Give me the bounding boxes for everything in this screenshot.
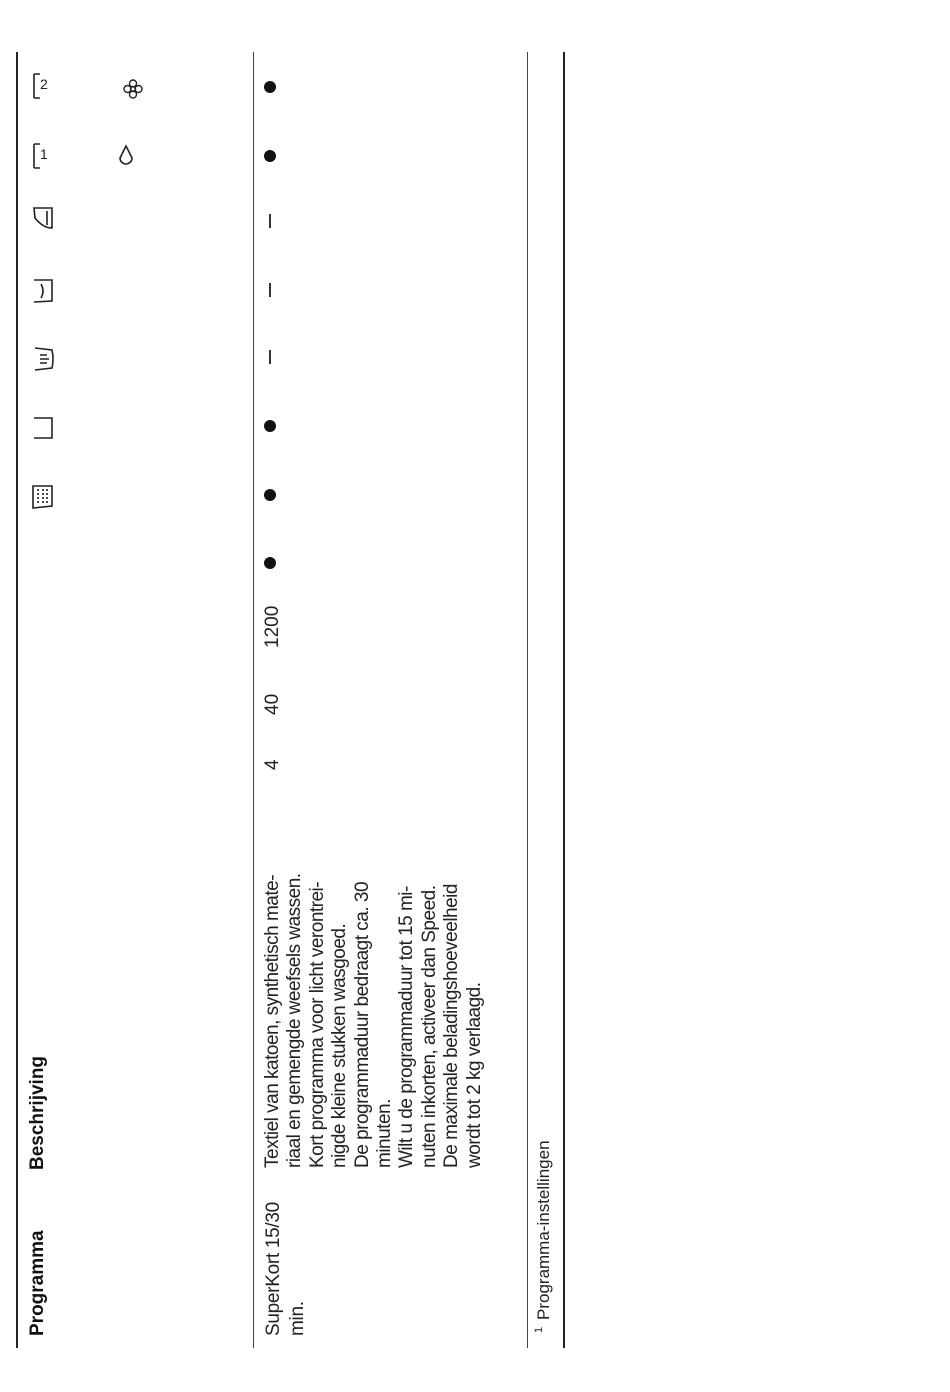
mark-dot: [264, 489, 276, 501]
footnote-marker: 1: [533, 1326, 545, 1333]
svg-text:2: 2: [40, 76, 48, 92]
mark-dash: [269, 214, 271, 228]
wash-tub-fine-icon: [30, 484, 56, 510]
description-line: De programmaduur bedraagt ca. 30: [351, 881, 373, 1168]
spin-value: 1200: [262, 605, 283, 648]
water-drop-icon: [116, 144, 136, 166]
mark-dash: [269, 283, 271, 297]
rule-row-bottom: [527, 52, 528, 1348]
hand-wash-icon: [32, 346, 56, 372]
program-name-line-2: min.: [287, 1301, 308, 1336]
mark-dot: [264, 420, 276, 432]
rule-table-end: [563, 52, 565, 1348]
footnote-text: Programma-instellingen: [534, 1140, 553, 1320]
description-line: nigde kleine stukken wasgoed.: [329, 923, 351, 1168]
mark-dot: [264, 81, 276, 93]
iron-icon: [31, 206, 55, 232]
setting-1-icon: [31, 142, 55, 170]
wash-tub-icon: [31, 416, 55, 440]
wash-tub-gentle-icon: [31, 278, 55, 304]
setting-2-icon: [31, 72, 55, 100]
rule-header-top: [16, 52, 18, 1348]
header-beschrijving: Beschrijving: [27, 1055, 48, 1170]
description-line: wordt tot 2 kg verlaagd.: [463, 982, 485, 1168]
description-line: De maximale beladingshoeveelheid: [441, 884, 463, 1168]
program-name-line-1: SuperKort 15/30: [263, 1202, 284, 1336]
mark-dot: [264, 150, 276, 162]
svg-text:1: 1: [40, 146, 48, 162]
description-line: Kort programma voor licht verontrei-: [306, 881, 328, 1168]
rule-header-bottom: [253, 52, 254, 1348]
description-line: riaal en gemengde weefsels wassen.: [284, 873, 306, 1168]
mark-dash: [269, 350, 271, 364]
mark-dot: [264, 557, 276, 569]
header-programma: Programma: [27, 1230, 48, 1336]
description-line: nuten inkorten, activeer dan Speed.: [418, 885, 440, 1168]
load-value: 4: [262, 759, 283, 770]
temperature-value: 40: [262, 693, 283, 715]
description-line: Wilt u de programmaduur tot 15 mi-: [396, 886, 418, 1168]
description-line: Textiel van katoen, synthetisch mate-: [262, 874, 283, 1168]
flower-icon: [122, 78, 144, 100]
description-line: minuten.: [374, 1099, 395, 1168]
